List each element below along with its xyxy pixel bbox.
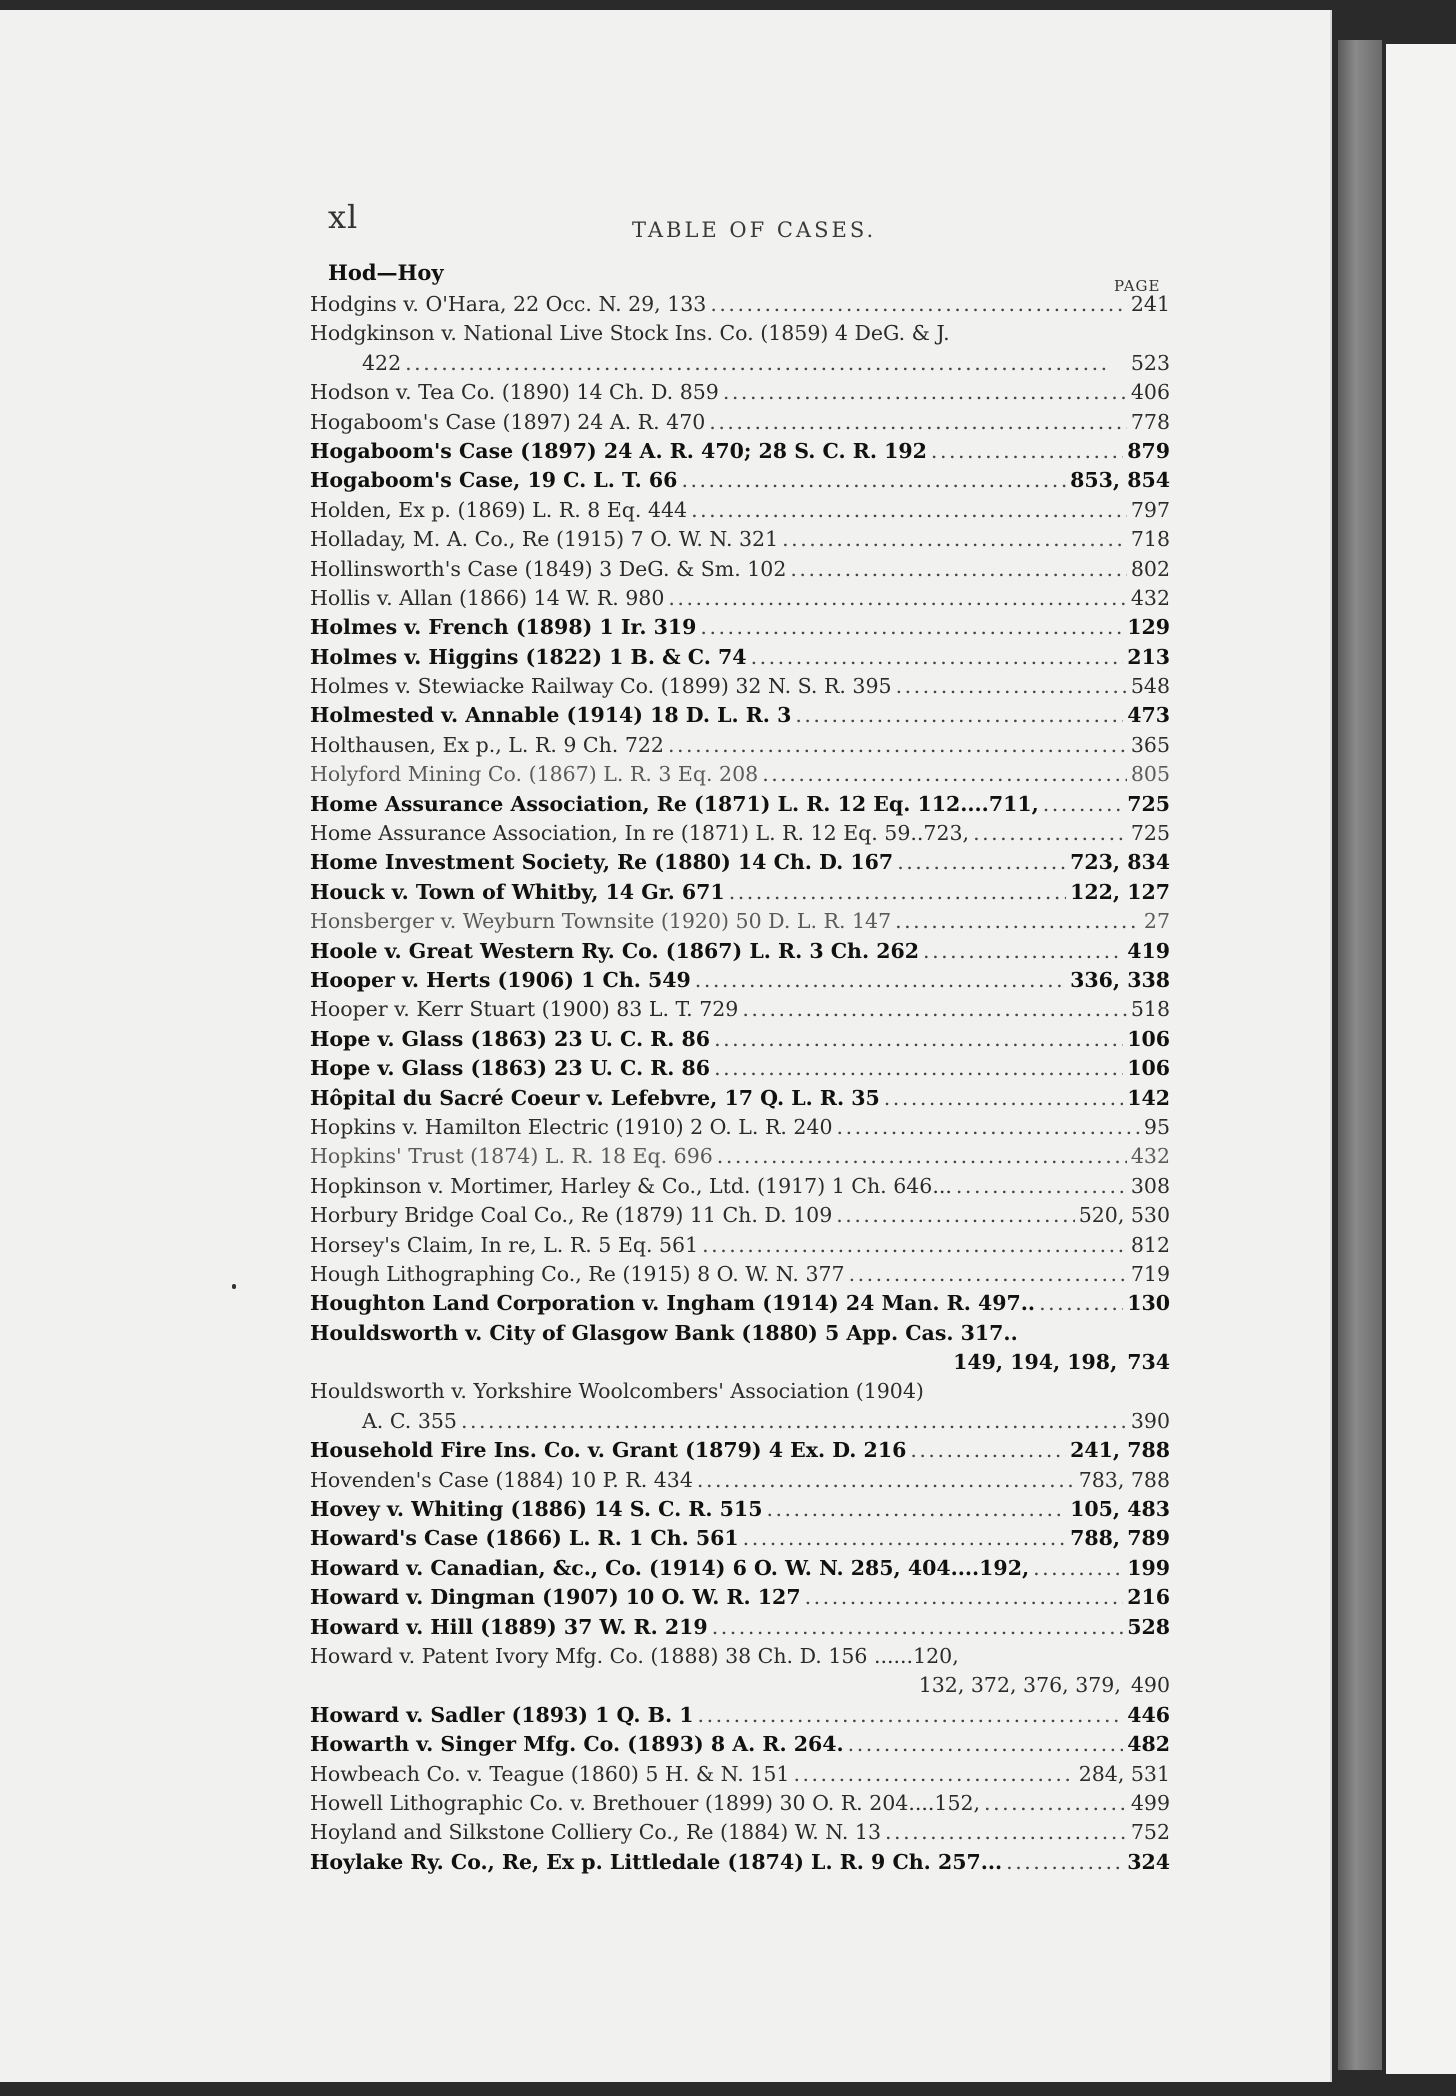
case-entry (310, 672, 1170, 701)
case-entry (310, 1231, 1170, 1260)
case-citation: Hôpital du Sacré Coeur v. Lefebvre, 17 Q. L. R. 35 (310, 1085, 880, 1110)
page-reference: 199 (1127, 1555, 1170, 1580)
case-list (310, 290, 1170, 1877)
case-citation: Hodgkinson v. National Live Stock Ins. Co. (1859) 4 DeG. & J. (310, 321, 950, 346)
page-reference: 490 (1130, 1673, 1170, 1698)
case-citation: Hogaboom's Case (1897) 24 A. R. 470; 28 S. C. R. 192 (310, 438, 927, 463)
case-citation: Hope v. Glass (1863) 23 U. C. R. 86 (310, 1026, 711, 1051)
dot-leader (714, 1054, 1123, 1083)
case-entry (310, 1289, 1170, 1318)
dot-leader (782, 525, 1127, 554)
case-entry (310, 1524, 1170, 1553)
page-reference: 752 (1130, 1820, 1170, 1845)
case-citation: Howell Lithographic Co. v. Brethouer (1899) 30 O. R. 204....152, (310, 1790, 981, 1815)
dot-leader (668, 584, 1126, 613)
dot-leader (790, 555, 1126, 584)
case-citation: Houldsworth v. City of Glasgow Bank (1880) 5 App. Cas. 317.. (310, 1320, 1018, 1345)
case-entry (310, 319, 1170, 378)
page-reference: 446 (1127, 1702, 1170, 1727)
dot-leader (709, 408, 1127, 437)
page-reference: 419 (1127, 938, 1170, 963)
case-citation: Holmes v. French (1898) 1 Ir. 319 (310, 615, 697, 640)
case-citation: Hoyland and Silkstone Colliery Co., Re (1884) W. N. 13 (310, 1820, 881, 1845)
page-reference: 518 (1130, 997, 1170, 1022)
case-entry (310, 848, 1170, 877)
case-citation: Hollinsworth's Case (1849) 3 DeG. & Sm. 102 (310, 556, 787, 581)
page-folio: xl (328, 198, 359, 236)
case-citation: Holmested v. Annable (1914) 18 D. L. R. 3 (310, 703, 792, 728)
page-reference: 797 (1130, 497, 1170, 522)
dot-leader (1043, 790, 1123, 819)
dot-leader (1039, 1289, 1123, 1318)
page-reference: 783, 788 (1078, 1467, 1170, 1492)
case-entry (310, 584, 1170, 613)
case-entry (310, 878, 1170, 907)
page-reference: 879 (1127, 438, 1170, 463)
page-reference: 778 (1130, 409, 1170, 434)
case-citation: Howarth v. Singer Mfg. Co. (1893) 8 A. R. 264. (310, 1732, 844, 1757)
case-citation-continuation: 132, 372, 376, 379, (918, 1673, 1121, 1698)
case-entry (310, 1554, 1170, 1583)
case-citation: Horsey's Claim, In re, L. R. 5 Eq. 561 (310, 1232, 699, 1257)
case-entry (310, 1142, 1170, 1171)
case-entry (310, 819, 1170, 848)
page-reference: 723, 834 (1070, 850, 1170, 875)
case-entry (310, 790, 1170, 819)
case-entry (310, 1201, 1170, 1230)
dot-leader (848, 1730, 1124, 1759)
case-citation: Hopkins' Trust (1874) L. R. 18 Eq. 696 (310, 1144, 713, 1169)
case-citation: Holyford Mining Co. (1867) L. R. 3 Eq. 208 (310, 762, 759, 787)
case-entry (310, 1760, 1170, 1789)
case-entry (310, 1172, 1170, 1201)
book-spine (1338, 40, 1382, 2070)
case-entry (310, 760, 1170, 789)
dot-leader (729, 878, 1066, 907)
case-entry (310, 613, 1170, 642)
case-entry (310, 525, 1170, 554)
case-citation-continuation: 422 (362, 350, 402, 375)
case-citation: Household Fire Ins. Co. v. Grant (1879) 4 Ex. D. 216 (310, 1438, 907, 1463)
page-reference: 213 (1127, 644, 1170, 669)
page-reference: 390 (1130, 1408, 1170, 1433)
case-entry (310, 1642, 1170, 1701)
page-reference: 216 (1127, 1585, 1170, 1610)
dot-leader (837, 1113, 1140, 1142)
case-entry (310, 731, 1170, 760)
case-citation: Holden, Ex p. (1869) L. R. 8 Eq. 444 (310, 497, 688, 522)
case-citation: Home Assurance Association, In re (1871) L. R. 12 Eq. 59..723, (310, 821, 970, 846)
page-reference: 802 (1130, 556, 1170, 581)
case-citation: Howard v. Dingman (1907) 10 O. W. R. 127 (310, 1585, 801, 1610)
page-reference: 788, 789 (1070, 1526, 1170, 1551)
page-reference: 308 (1130, 1173, 1170, 1198)
case-citation: Houghton Land Corporation v. Ingham (1914) 24 Man. R. 497.. (310, 1291, 1036, 1316)
dot-leader (895, 907, 1140, 936)
page-reference: 406 (1130, 380, 1170, 405)
case-citation: Holladay, M. A. Co., Re (1915) 7 O. W. N. 321 (310, 527, 779, 552)
page-reference: 336, 338 (1070, 968, 1170, 992)
page-reference: 499 (1130, 1790, 1170, 1815)
case-entry (310, 701, 1170, 730)
case-entry (310, 1730, 1170, 1759)
dot-leader (793, 1760, 1074, 1789)
dot-leader (697, 1466, 1075, 1495)
page-reference: 548 (1130, 674, 1170, 699)
facing-page-edge (1386, 44, 1456, 2074)
page-reference: 482 (1127, 1732, 1170, 1757)
page-reference: 122, 127 (1070, 879, 1170, 904)
page-reference: 241, 788 (1070, 1438, 1170, 1463)
dot-leader (766, 1495, 1066, 1524)
case-citation: Howard v. Sadler (1893) 1 Q. B. 1 (310, 1702, 694, 1727)
page-reference: 241 (1130, 292, 1170, 316)
running-head: TABLE OF CASES. (632, 218, 877, 242)
page-column-label: PAGE (1114, 277, 1161, 295)
case-entry (310, 907, 1170, 936)
dot-leader (405, 349, 1127, 378)
case-citation: Hovey v. Whiting (1886) 14 S. C. R. 515 (310, 1497, 763, 1522)
case-entry (310, 937, 1170, 966)
dot-leader (743, 1524, 1066, 1553)
case-entry (310, 966, 1170, 995)
page-reference: 725 (1130, 821, 1170, 846)
case-entry (310, 466, 1170, 495)
dot-leader (723, 378, 1127, 407)
case-citation: Home Investment Society, Re (1880) 14 Ch. D. 167 (310, 850, 894, 875)
case-citation: Hoylake Ry. Co., Re, Ex p. Littledale (1874) L. R. 9 Ch. 257... (310, 1849, 1003, 1874)
case-citation: Hopkinson v. Mortimer, Harley & Co., Ltd. (1917) 1 Ch. 646... (310, 1173, 952, 1198)
dot-leader (695, 966, 1066, 995)
dot-leader (805, 1583, 1124, 1612)
dot-leader (884, 1084, 1123, 1113)
dot-leader (702, 1231, 1127, 1260)
case-citation: Hovenden's Case (1884) 10 P. R. 434 (310, 1467, 693, 1492)
page-reference: 812 (1130, 1232, 1170, 1257)
dot-leader (691, 496, 1127, 525)
case-entry (310, 1466, 1170, 1495)
case-entry (310, 1377, 1170, 1436)
case-citation-continuation: 149, 194, 198, (953, 1350, 1118, 1375)
case-entry (310, 1054, 1170, 1083)
case-entry (310, 1848, 1170, 1877)
case-citation: Hoole v. Great Western Ry. Co. (1867) L. R. 3 Ch. 262 (310, 938, 920, 963)
page-reference: 718 (1130, 527, 1170, 552)
case-entry (310, 1613, 1170, 1642)
case-entry (310, 1113, 1170, 1142)
case-citation: Howard v. Patent Ivory Mfg. Co. (1888) 38 Ch. D. 156 ......120, (310, 1644, 959, 1669)
case-citation: Hopkins v. Hamilton Electric (1910) 2 O. L. R. 240 (310, 1114, 833, 1139)
page-reference: 284, 531 (1078, 1761, 1170, 1786)
case-citation: Hogaboom's Case (1897) 24 A. R. 470 (310, 409, 706, 434)
case-citation: Home Assurance Association, Re (1871) L. R. 12 Eq. 112....711, (310, 791, 1039, 816)
page-reference: 432 (1130, 585, 1170, 610)
case-citation: Holthausen, Ex p., L. R. 9 Ch. 722 (310, 732, 664, 757)
dot-leader (956, 1172, 1127, 1201)
dot-leader (681, 466, 1066, 495)
case-entry (310, 995, 1170, 1024)
print-speck (232, 1284, 236, 1289)
page-reference: 142 (1127, 1085, 1170, 1110)
page-reference: 523 (1130, 350, 1170, 375)
page-reference: 129 (1127, 615, 1170, 640)
case-entry (310, 1583, 1170, 1612)
page-reference: 130 (1127, 1291, 1170, 1316)
dot-leader (896, 672, 1127, 701)
case-citation: Howbeach Co. v. Teague (1860) 5 H. & N. 151 (310, 1761, 790, 1786)
section-heading: Hod—Hoy (328, 260, 444, 285)
case-entry (310, 378, 1170, 407)
dot-leader (668, 731, 1127, 760)
dot-leader (717, 1142, 1127, 1171)
page-reference: 853, 854 (1070, 468, 1170, 493)
case-entry (310, 1084, 1170, 1113)
case-entry (310, 1818, 1170, 1847)
page-reference: 365 (1130, 732, 1170, 757)
page-reference: 27 (1143, 909, 1170, 934)
case-citation: Hooper v. Herts (1906) 1 Ch. 549 (310, 968, 691, 992)
case-entry (310, 437, 1170, 466)
page-reference: 432 (1130, 1144, 1170, 1169)
dot-leader (712, 1613, 1124, 1642)
page-reference: 719 (1130, 1261, 1170, 1286)
dot-leader (751, 643, 1124, 672)
page-reference: 473 (1127, 703, 1170, 728)
case-citation-continuation: A. C. 355 (362, 1408, 457, 1433)
page-reference: 528 (1127, 1614, 1170, 1639)
dot-leader (931, 437, 1123, 466)
case-citation: Horbury Bridge Coal Co., Re (1879) 11 Ch. D. 109 (310, 1203, 833, 1228)
case-citation: Holmes v. Higgins (1822) 1 B. & C. 74 (310, 644, 747, 669)
case-citation: Howard v. Hill (1889) 37 W. R. 219 (310, 1614, 708, 1639)
case-entry (310, 555, 1170, 584)
dot-leader (849, 1260, 1127, 1289)
dot-leader (910, 1436, 1066, 1465)
dot-leader (973, 819, 1127, 848)
dot-leader (923, 937, 1123, 966)
case-citation: Hodson v. Tea Co. (1890) 14 Ch. D. 859 (310, 380, 719, 405)
page-reference: 520, 530 (1078, 1203, 1170, 1228)
case-citation: Hough Lithographing Co., Re (1915) 8 O. W. N. 377 (310, 1261, 845, 1286)
case-entry (310, 1319, 1170, 1378)
case-entry (310, 1789, 1170, 1818)
dot-leader (836, 1201, 1074, 1230)
case-entry (310, 496, 1170, 525)
dot-leader (710, 290, 1127, 319)
page-reference: 734 (1127, 1350, 1170, 1375)
case-citation: Houck v. Town of Whitby, 14 Gr. 671 (310, 879, 725, 904)
page-reference: 324 (1127, 1849, 1170, 1874)
dot-leader (885, 1818, 1127, 1847)
case-entry (310, 1436, 1170, 1465)
dot-leader (984, 1789, 1127, 1818)
case-entry (310, 408, 1170, 437)
dot-leader (897, 848, 1066, 877)
dot-leader (700, 613, 1123, 642)
case-citation: Howard's Case (1866) L. R. 1 Ch. 561 (310, 1526, 739, 1551)
case-entry (310, 1260, 1170, 1289)
case-entry (310, 1701, 1170, 1730)
case-entry (310, 1025, 1170, 1054)
case-citation: Howard v. Canadian, &c., Co. (1914) 6 O. W. N. 285, 404....192, (310, 1555, 1030, 1580)
case-citation: Hogaboom's Case, 19 C. L. T. 66 (310, 468, 678, 493)
case-citation: Hope v. Glass (1863) 23 U. C. R. 86 (310, 1056, 711, 1081)
page-reference: 106 (1127, 1026, 1170, 1051)
dot-leader (742, 995, 1127, 1024)
dot-leader (714, 1025, 1123, 1054)
case-entry (310, 643, 1170, 672)
page-reference: 95 (1143, 1114, 1170, 1139)
page-reference: 106 (1127, 1056, 1170, 1081)
case-citation: Hodgins v. O'Hara, 22 Occ. N. 29, 133 (310, 292, 707, 316)
page-reference: 105, 483 (1070, 1497, 1170, 1522)
case-citation: Hollis v. Allan (1866) 14 W. R. 980 (310, 585, 665, 610)
dot-leader (461, 1407, 1127, 1436)
page-reference: 725 (1127, 791, 1170, 816)
dot-leader (1006, 1848, 1123, 1877)
dot-leader (1033, 1554, 1123, 1583)
case-entry (310, 290, 1170, 319)
case-citation: Houldsworth v. Yorkshire Woolcombers' Association (1904) (310, 1379, 924, 1404)
dot-leader (795, 701, 1123, 730)
page-reference: 805 (1130, 762, 1170, 787)
dot-leader (762, 760, 1127, 789)
case-citation: Honsberger v. Weyburn Townsite (1920) 50 D. L. R. 147 (310, 909, 892, 934)
dot-leader (698, 1701, 1124, 1730)
case-citation: Hooper v. Kerr Stuart (1900) 83 L. T. 729 (310, 997, 739, 1022)
case-citation: Holmes v. Stewiacke Railway Co. (1899) 32 N. S. R. 395 (310, 674, 892, 699)
case-entry (310, 1495, 1170, 1524)
